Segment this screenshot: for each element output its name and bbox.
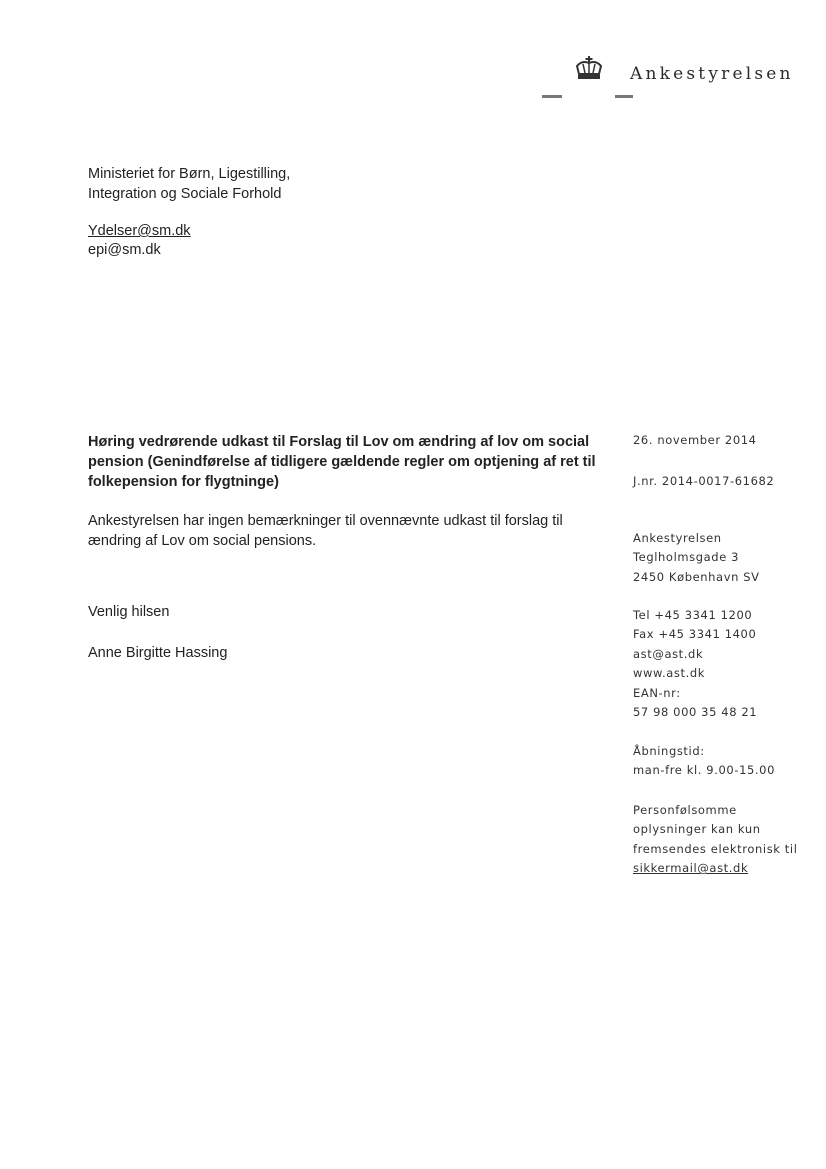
letter-body: Ankestyrelsen har ingen bemærkninger til ovennævnte udkast til forslag til ændring af Lov om social pensions.	[88, 513, 563, 549]
crown-icon	[574, 56, 604, 82]
security-note	[633, 801, 798, 879]
sender-address	[633, 529, 760, 587]
sender-fax: Fax +45 3341 1400	[633, 627, 757, 642]
sender-street: Teglholmsgade 3	[633, 550, 740, 565]
sender-ean: 57 98 000 35 48 21	[633, 705, 758, 720]
sender-email: ast@ast.dk	[633, 646, 704, 661]
letter-signer: Anne Birgitte Hassing	[88, 645, 228, 661]
letter-date: 26. november 2014	[633, 433, 757, 447]
sender-org: Ankestyrelsen	[633, 531, 722, 545]
header-rule-right	[615, 95, 633, 98]
recipient-line-2: Integration og Sociale Forhold	[88, 186, 282, 202]
opening-hours-label: Åbningstid:	[633, 744, 705, 758]
security-note-line-2: oplysninger kan kun	[633, 822, 761, 837]
sender-tel: Tel +45 3341 1200	[633, 608, 753, 622]
brand-name: Ankestyrelsen	[630, 64, 794, 84]
recipient-line-1: Ministeriet for Børn, Ligestilling,	[88, 166, 291, 182]
letter-subject: Høring vedrørende udkast til Forslag til Lov om ændring af lov om social pension (Genindførelse af tidligere gældende regler om optjening af ret til folkepension for flygtninge)	[88, 434, 596, 490]
recipient-address	[88, 164, 290, 204]
sender-contact	[633, 606, 757, 722]
security-note-line-3: fremsendes elektronisk til	[633, 841, 798, 856]
secure-email-link[interactable]: sikkermail@ast.dk	[633, 861, 749, 876]
opening-hours-value: man-fre kl. 9.00-15.00	[633, 763, 775, 778]
header-rule-left	[542, 95, 562, 98]
recipient-email-link[interactable]: Ydelser@sm.dk	[88, 223, 191, 239]
journal-number: J.nr. 2014-0017-61682	[633, 474, 775, 488]
opening-hours	[633, 742, 775, 781]
sender-city: 2450 København SV	[633, 569, 760, 584]
sender-web: www.ast.dk	[633, 666, 705, 681]
letter-greeting: Venlig hilsen	[88, 604, 170, 620]
recipient-email-2: epi@sm.dk	[88, 242, 161, 258]
sender-ean-label: EAN-nr:	[633, 685, 681, 700]
security-note-line-1: Personfølsomme	[633, 803, 737, 817]
